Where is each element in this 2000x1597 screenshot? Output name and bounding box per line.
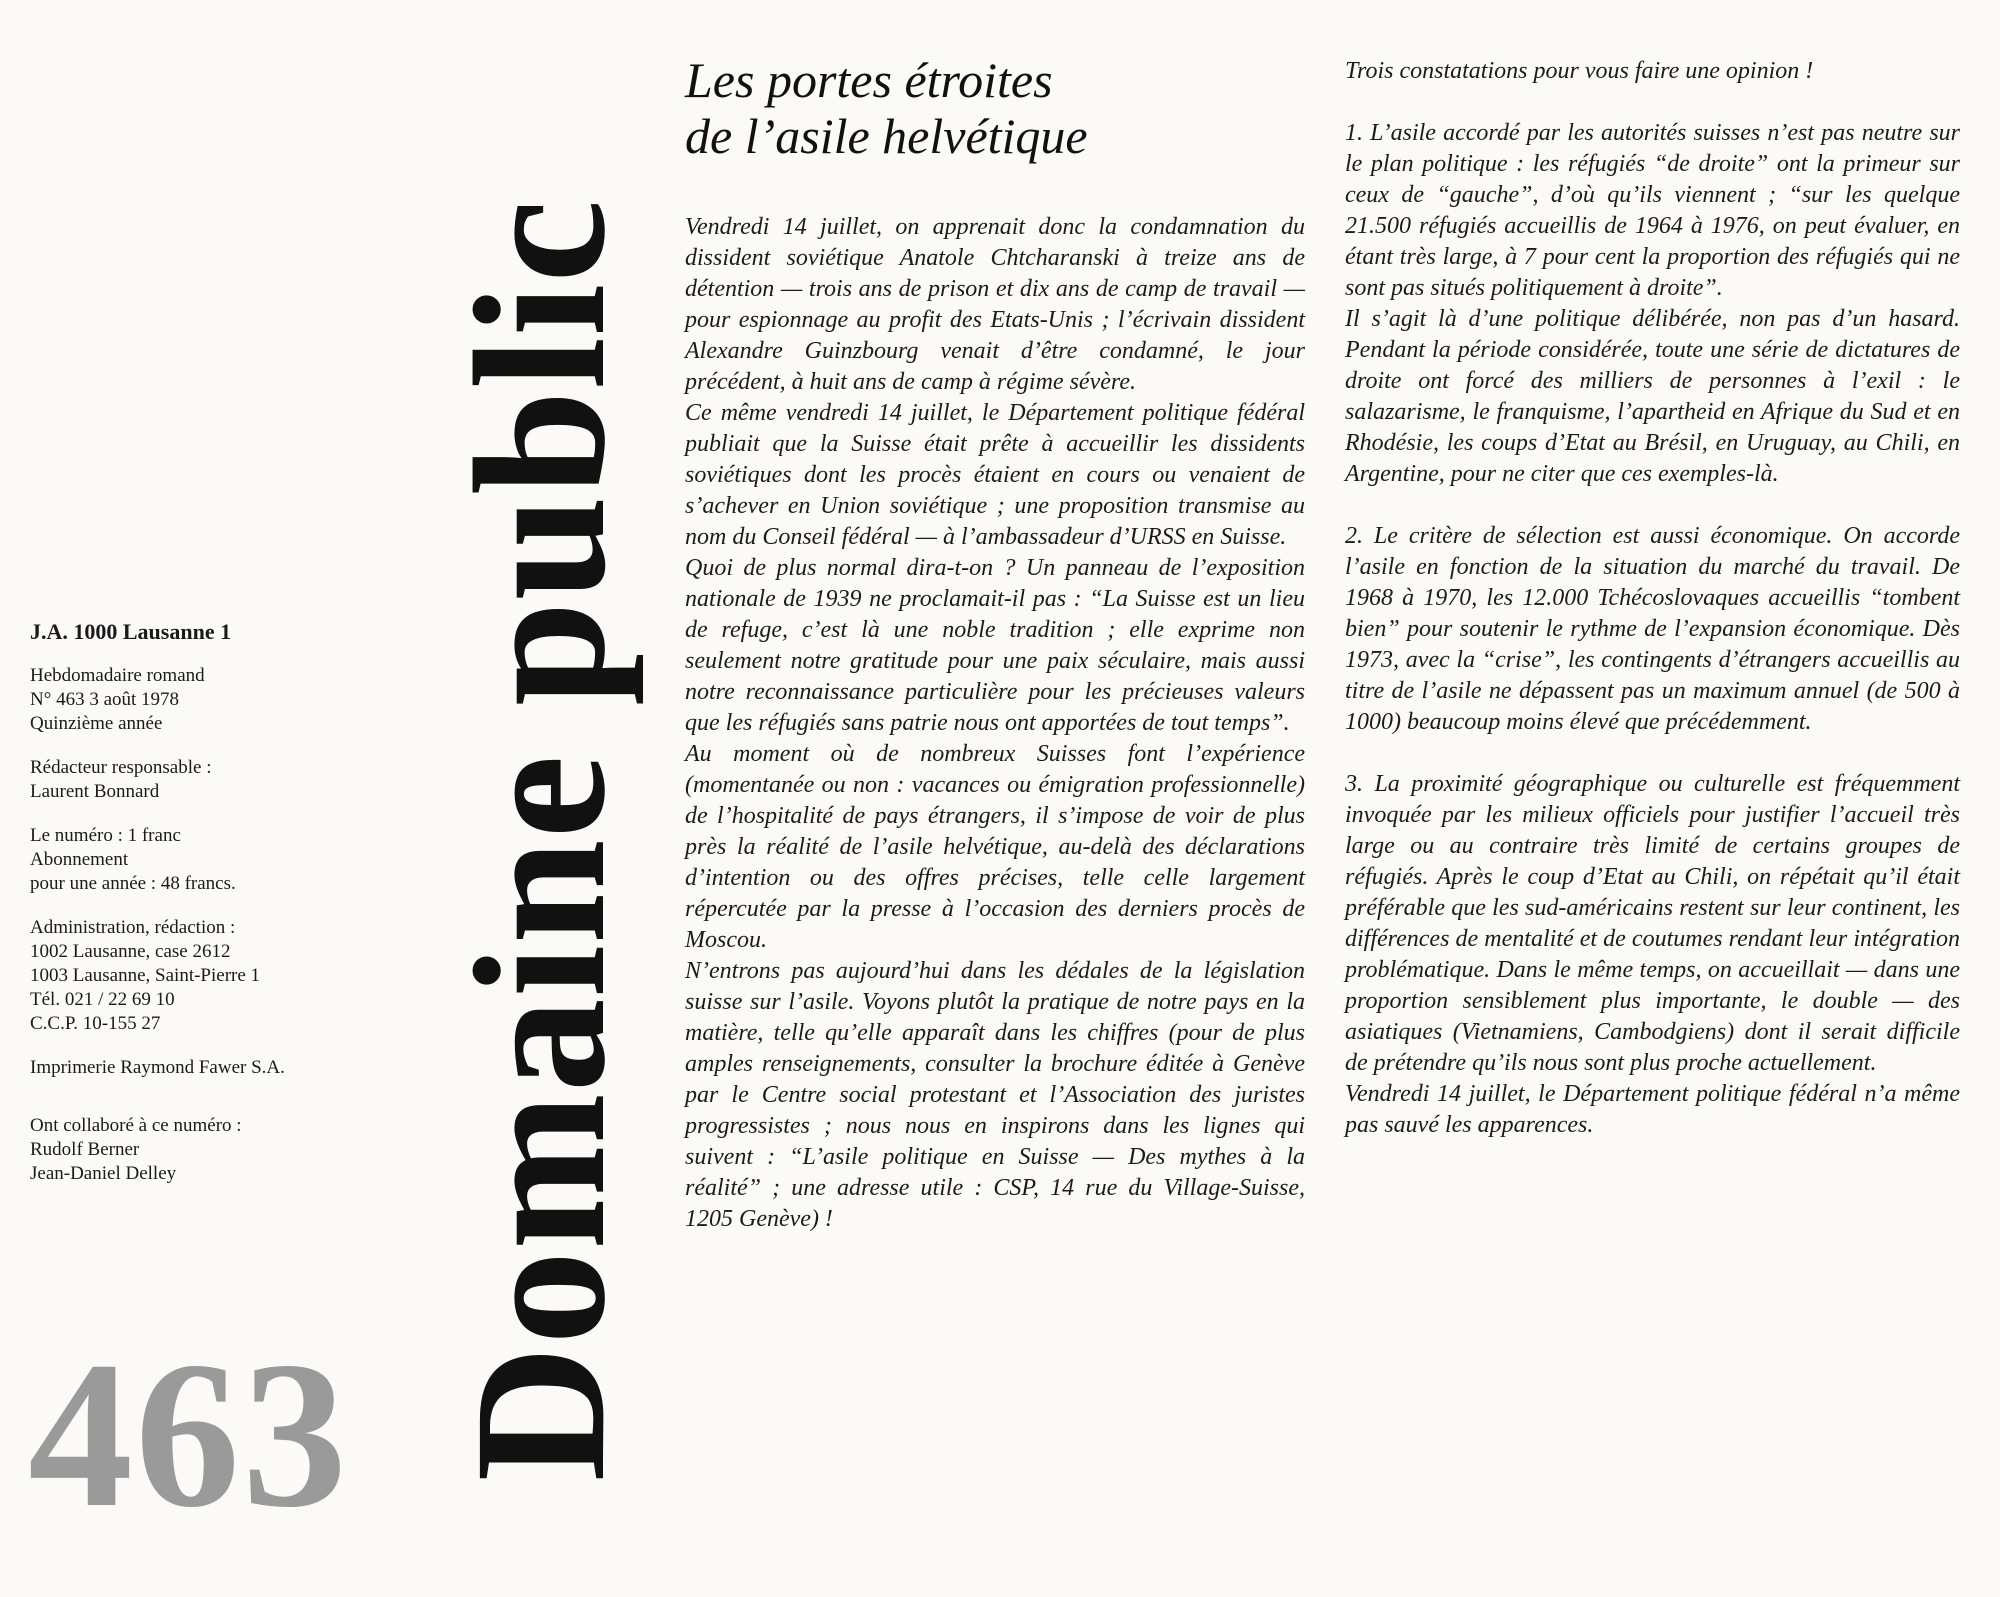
publication-info <box>30 664 390 736</box>
paragraph: Au moment où de nombreux Suisses font l’expérience (momentanée ou non : vacances ou émigration professionnelle) de l’hospitalité de pays étrangers, il s’impose de voir de plus près la réalité de l’asile helvétique, au-delà des déclarations d’intention ou des offres précises, telle celle largement répercutée par la presse à l’occasion des derniers procès de Moscou. <box>685 741 1305 953</box>
publication-frequency: Hebdomadaire romand <box>30 665 205 686</box>
paragraph: Ce même vendredi 14 juillet, le Département politique fédéral publiait que la Suisse était prête à accueillir les dissidents soviétiques dont les procès étaient en cours ou venaient de s’achever en Union soviétique ; une proposition transmise au nom du Conseil fédéral — à l’ambassadeur d’URSS en Suisse. <box>685 400 1305 550</box>
address-line-2: 1003 Lausanne, Saint-Pierre 1 <box>30 965 261 986</box>
editor-info <box>30 756 390 804</box>
contributor-2: Jean-Daniel Delley <box>30 1163 177 1184</box>
contributors-info <box>30 1114 390 1186</box>
phone-line: Tél. 021 / 22 69 10 <box>30 989 175 1010</box>
paragraph: N’entrons pas aujourd’hui dans les dédales de la législation suisse sur l’asile. Voyons plutôt la pratique de notre pays en la matière, telle qu’elle apparaît dans les chiffres (pour de plus amples renseignements, consulter la brochure éditée à Genève par le Centre social protestant et l’Association des juristes progressistes ; nous nous en inspirons dans les lignes qui suivent : “L’asile politique en Suisse — Des mythes à la réalité” ; une adresse utile : CSP, 14 rue du Village-Suisse, 1205 Genève) ! <box>685 958 1305 1232</box>
paragraph: Vendredi 14 juillet, on apprenait donc la condamnation du dissident soviétique Anatole Chtcharanski à treize ans de détention — trois ans de prison et dix ans de camp de travail — pour espionnage au profit des Etats-Unis ; l’écrivain dissident Alexandre Guinzbourg venait d’être condamné, le jour précédent, à huit ans de camp à régime sévère. <box>685 214 1305 395</box>
contributors-label: Ont collaboré à ce numéro : <box>30 1115 242 1136</box>
article-column-2 <box>1345 56 1960 1141</box>
postal-code-line: J.A. 1000 Lausanne 1 <box>30 619 232 644</box>
brand-container <box>435 140 644 1540</box>
paragraph: Vendredi 14 juillet, le Département politique fédéral n’a même pas sauvé les apparences. <box>1345 1081 1960 1138</box>
postal-account-line: C.C.P. 10-155 27 <box>30 1013 161 1034</box>
administration-info <box>30 916 390 1036</box>
subscription-label: Abonnement <box>30 849 129 870</box>
printer-info <box>30 1056 390 1080</box>
printer-name: Imprimerie Raymond Fawer S.A. <box>30 1057 285 1078</box>
subscription-price: pour une année : 48 francs. <box>30 873 236 894</box>
paragraph: 3. La proximité géographique ou culturelle est fréquemment invoquée par les milieux officiels pour justifier l’accueil très large ou au contraire très limité de certains groupes de réfugiés. Après le coup d’Etat au Chili, on répétait qu’il était préférable que les sud-américains restent sur leur continent, les différences de mentalité et de coutumes rendant leur intégration problématique. Dans le même temps, on accueillait — dans une proportion sensiblement plus importante, le double — des asiatiques (Vietnamiens, Cambodgiens) dont il serait difficile de prétendre qu’ils nous sont plus proche actuellement. <box>1345 771 1960 1076</box>
paragraph: Trois constatations pour vous faire une opinion ! <box>1345 58 1814 84</box>
editor-name: Laurent Bonnard <box>30 781 160 802</box>
editor-label: Rédacteur responsable : <box>30 757 212 778</box>
address-line-1: 1002 Lausanne, case 2612 <box>30 941 231 962</box>
masthead-info <box>30 620 390 1186</box>
administration-label: Administration, rédaction : <box>30 917 236 938</box>
issue-date: N° 463 3 août 1978 <box>30 689 180 710</box>
publication-year: Quinzième année <box>30 713 163 734</box>
issue-price: Le numéro : 1 franc <box>30 825 181 846</box>
article-headline <box>685 52 1305 164</box>
contributor-1: Rudolf Berner <box>30 1139 140 1160</box>
paragraph: Il s’agit là d’une politique délibérée, non pas d’un hasard. Pendant la période considérée, toute une série de dictatures de droite ont forcé des milliers de personnes à l’exil : le salazarisme, le franquisme, l’apartheid en Afrique du Sud et en Rhodésie, les coups d’Etat au Brésil, en Uruguay, au Chili, en Argentine, pour ne citer que ces exemples-là. <box>1345 306 1960 487</box>
price-info <box>30 824 390 896</box>
newspaper-title: Domaine public <box>435 198 644 1482</box>
headline-line-1: Les portes étroites <box>685 52 1053 108</box>
article-column-1 <box>685 212 1305 1235</box>
issue-number: 463 <box>28 1319 349 1551</box>
paragraph: 2. Le critère de sélection est aussi économique. On accorde l’asile en fonction de la situation du marché du travail. De 1968 à 1970, les 12.000 Tchécoslovaques accueillis “tombent bien” pour soutenir le rythme de l’expansion économique. Dès 1973, avec la “crise”, les contingents d’étrangers accueillis au titre de l’asile ne dépassent pas un maximum annuel (de 500 à 1000) beaucoup moins élevé que précédemment. <box>1345 523 1960 735</box>
paragraph: 1. L’asile accordé par les autorités suisses n’est pas neutre sur le plan politique : les réfugiés “de droite” ont la primeur sur ceux de “gauche”, d’où qu’ils viennent ; “sur les quelque 21.500 réfugiés accueillis de 1964 à 1976, on peut évaluer, en étant très large, à 7 pour cent la proportion des réfugiés qui ne sont pas situés politiquement à droite”. <box>1345 120 1960 301</box>
paragraph: Quoi de plus normal dira-t-on ? Un panneau de l’exposition nationale de 1939 ne proclamait-il pas : “La Suisse est un lieu de refuge, c’est là une noble tradition ; elle exprime non seulement notre gratitude pour une paix séculaire, mais aussi notre reconnaissance particulière pour les précieuses valeurs que les réfugiés sans patrie nous ont apportées de tout temps”. <box>685 555 1305 736</box>
headline-line-2: de l’asile helvétique <box>685 108 1088 164</box>
